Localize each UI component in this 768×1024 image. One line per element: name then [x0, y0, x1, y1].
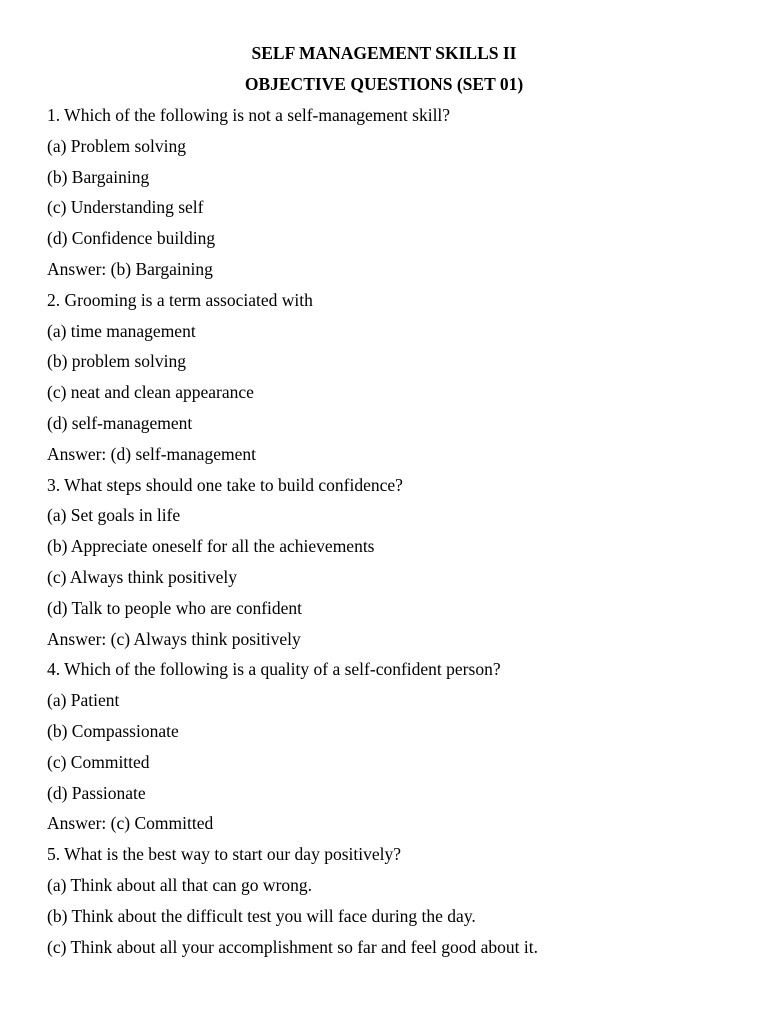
- question-5-option-a: (a) Think about all that can go wrong.: [47, 874, 313, 895]
- document-title: SELF MANAGEMENT SKILLS II: [251, 43, 517, 63]
- question-2-text: 2. Grooming is a term associated with: [47, 289, 313, 310]
- question-1-answer: Answer: (b) Bargaining: [47, 258, 213, 279]
- question-2-option-b: (b) problem solving: [47, 351, 187, 372]
- question-1-option-a: (a) Problem solving: [47, 135, 187, 156]
- question-list: [47, 104, 538, 966]
- question-2-option-c: (c) neat and clean appearance: [47, 382, 254, 403]
- question-2-option-d: (d) self-management: [47, 412, 193, 433]
- question-3-option-b: (b) Appreciate oneself for all the achievements: [47, 536, 375, 557]
- question-1-option-b: (b) Bargaining: [47, 166, 150, 187]
- question-1-text: 1. Which of the following is not a self-management skill?: [47, 105, 451, 125]
- question-3-answer: Answer: (c) Always think positively: [47, 628, 301, 649]
- question-2-answer: Answer: (d) self-management: [47, 443, 256, 464]
- question-4-answer: Answer: (c) Committed: [47, 813, 214, 834]
- question-1-option-c: (c) Understanding self: [47, 197, 204, 218]
- question-4-text: 4. Which of the following is a quality of a self-confident person?: [47, 659, 501, 680]
- document-subtitle: OBJECTIVE QUESTIONS (SET 01): [244, 74, 524, 94]
- question-1-option-d: (d) Confidence building: [47, 228, 216, 249]
- question-4-option-d: (d) Passionate: [47, 782, 146, 803]
- question-3-option-d: (d) Talk to people who are confident: [47, 597, 303, 618]
- question-4-option-c: (c) Committed: [47, 751, 150, 772]
- question-4-option-b: (b) Compassionate: [47, 720, 179, 741]
- question-2-option-a: (a) time management: [47, 320, 196, 341]
- question-5-option-c: (c) Think about all your accomplishment so far and feel good about it.: [47, 936, 538, 957]
- question-5-option-b: (b) Think about the difficult test you will face during the day.: [47, 905, 476, 926]
- question-3-option-c: (c) Always think positively: [47, 566, 238, 587]
- question-4-option-a: (a) Patient: [47, 690, 120, 711]
- question-5-text: 5. What is the best way to start our day positively?: [47, 844, 401, 865]
- question-3-option-a: (a) Set goals in life: [47, 505, 181, 526]
- question-3-text: 3. What steps should one take to build confidence?: [47, 474, 403, 495]
